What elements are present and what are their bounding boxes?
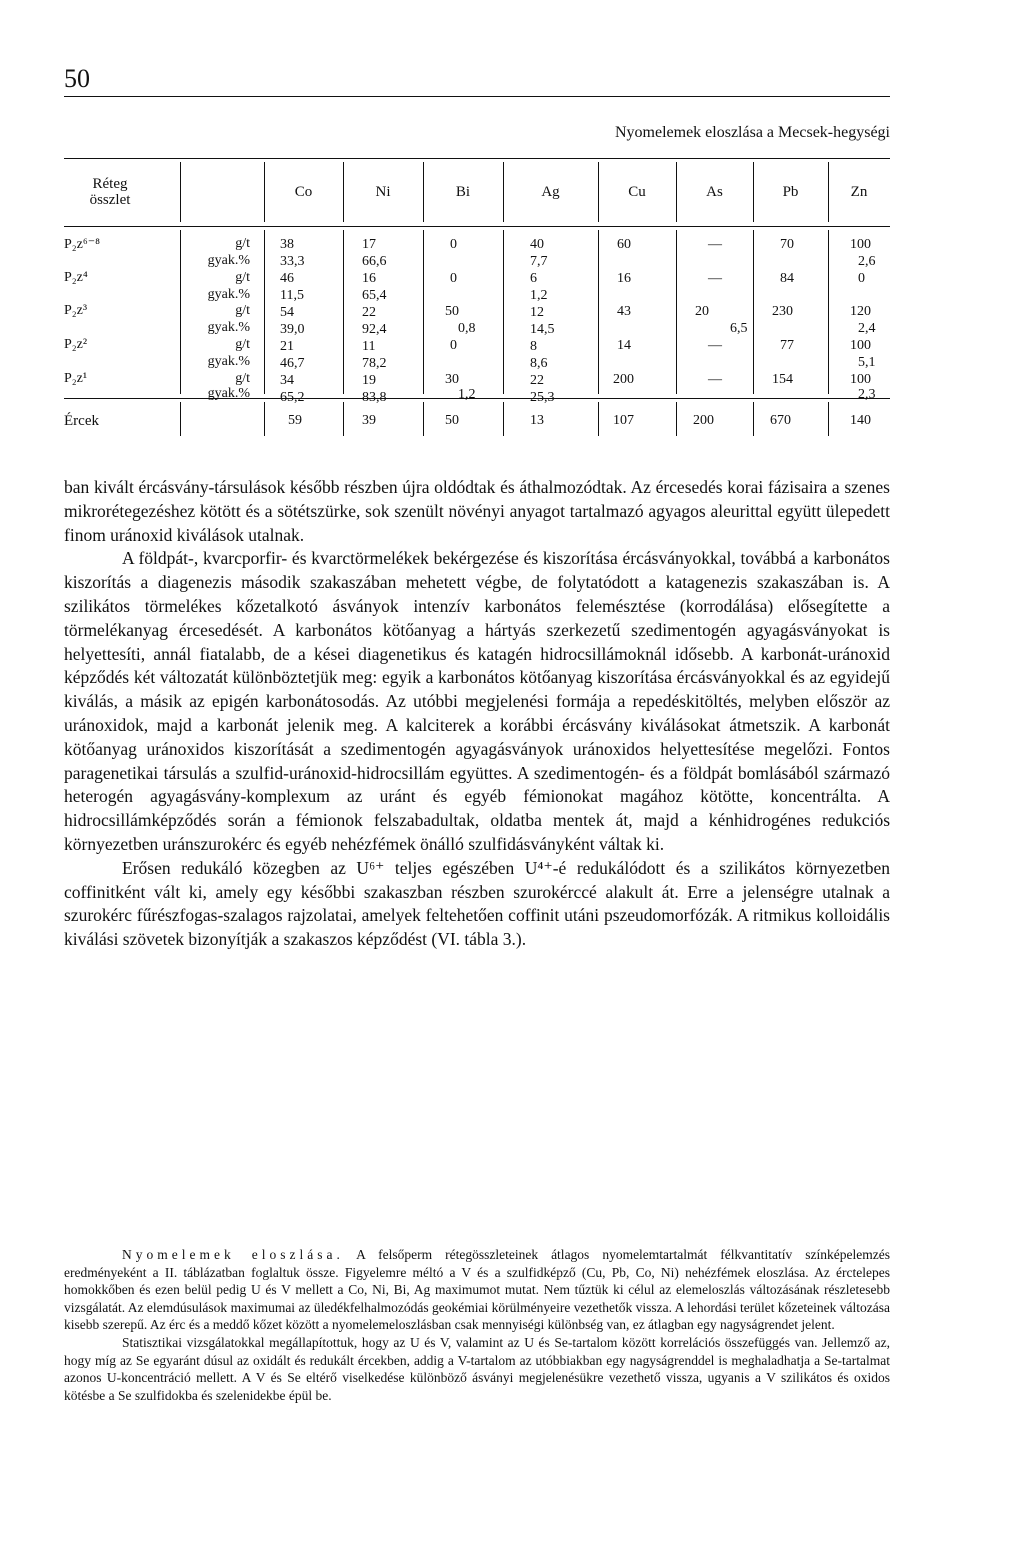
row-label: P₂z¹ [64, 371, 88, 386]
header-ag: Ag [541, 184, 560, 200]
unit-label: gyak.% [207, 354, 250, 369]
paragraph: ban kivált ércásvány-társulások később részben újra oldódtak és áthalmozódtak. Az ércesedés korai fázisaira a szenes mikrorétegezéshez kötött és a sötétszürke, sok szenült növényi anyagot tartalmazó agyagos aleurittal együtt ülepedett finom uránoxid kiválások utalnak. [64, 477, 890, 545]
paragraph: A földpát-, kvarcporfir- és kvarctörmelékek bekérgezése és kiszorítása ércásványokkal, továbbá a karbonátos kiszorítás a diagenezis második szakaszában mehetett végbe, de folytatódott a katagenezis szakaszában is. A szilikátos törmelékes kőzetalkotó ásványok intenzív karbonátos felemésztése (korrodálása) elősegítette a törmelékanyag ércesedését. A karbonátos kötőanyag a hártyás szerkezetű szedimentogén agyagásványokat is helyettesíti, annál fiatalabb, de a kései diagenetikus és katagén hidrocsillámoknál idősebb. A karbonát-uránoxid képződés két változatát különböztetjük meg: egyik a karbonátos kötőanyag kiszorítása ércásványokkal és az egyidejű kiválás, a másik az epigén karbonátosodás. Az utóbbi megjelenési formája a repedéskitöltés, melyben először az uránoxidok, majd a karbonát jelenik meg. A kalciterek a korábbi ércásvány kiválásokat átmetszik. A karbonát kötőanyag uránoxidos kiszorítását a szedimentogén agyagásványok uránoxidos helyettesítése megelőzi. Fontos paragenetikai társulás a szulfid-uránoxid-hidrocsillám együttes. A szedimentogén- és a földpát bomlásából származó heterogén agyagásvány-komplexum az uránt és egyéb fémionokat magához kötötte, koncentrálta. A hidrocsillámképződés során a fémionok felszabadultak, oldatba mentek át, majd a kénhidrogénes redukciós környezetben uránszurokérc és egyéb nehézfémek önálló szulfidásványként váltak ki. [64, 548, 890, 854]
pb-value: 154 [772, 372, 793, 387]
row-label: P₂z⁶⁻⁸ [64, 237, 101, 252]
running-head: Nyomelemek eloszlása a Mecsek-hegységi [614, 124, 890, 141]
ercek-value: 107 [613, 413, 634, 428]
as-value: — [708, 338, 722, 353]
col-divider [753, 230, 754, 394]
as-value: 20 [695, 304, 709, 319]
zn-value: 5,1 [858, 355, 876, 370]
row-label: P₂z³ [64, 303, 88, 318]
footnote-paragraph: Nyomelemek eloszlása. A felsőperm rétegösszleteinek átlagos nyomelemtartalmát félkvantitatív színképelemzés eredményeként a II. táblázatban foglaltuk össze. Figyelemre méltó a V és a szulfidképző (Cu, Pb, Co, Ni) nehézfémek eloszlása. Az érctelepes homokkőben és ezen belül pedig U és V mellett a Co, Ni, Bi, Ag maximumot mutat. Nem tűztük ki célul az elemeloszlás változásának részletesebb vizsgálatát. Az elemdúsulások maximumai az üledékfelhalmozódás geokémiai körülményeire vezethetők vissza. A lehordási terület kőzeteinek változása kisebb szerepű. Az érc és a meddő kőzet között a nyomelemeloszlásban csak mennyiségi különbség van, ez átlagban egy nagyságrendet jelent. [64, 1247, 890, 1333]
col-divider [264, 230, 265, 394]
unit-label: gyak.% [207, 253, 250, 268]
cu-value: 16 [617, 271, 631, 286]
pb-value: 70 [780, 237, 794, 252]
co-values: 38 33,3 46 11,5 54 39,0 21 46,7 34 65,2 [280, 237, 305, 405]
unit-label: gyak.% [207, 320, 250, 335]
header-reteg: Réteg összlet [89, 176, 131, 208]
row-label: P₂z² [64, 337, 88, 352]
zn-value: 100 [850, 372, 871, 387]
header-as: As [706, 184, 723, 200]
row-label: P₂z⁴ [64, 270, 88, 285]
cu-value: 43 [617, 304, 631, 319]
zn-value: 100 [850, 237, 871, 252]
ercek-value: 670 [770, 413, 791, 428]
col-divider [503, 230, 504, 394]
ercek-value: 200 [693, 413, 714, 428]
paragraph: Erősen redukáló közegben az U⁶⁺ teljes egészében U⁴⁺-é redukálódott és a szilikátos környezetben coffinitként vált ki, amely egy későbbi szakaszban részben szurokérccé alakult át. Erre a jelenségre utalnak a szurokérc fűrészfogas-szalagos rajzolatai, amelyek feltehetően coffinit utáni pszeudomorfózák. A ritmikus kolloidális kiválási szövetek bizonyítják a szakaszos képződést (VI. tábla 3.). [64, 857, 890, 950]
page-number: 50 [64, 64, 90, 93]
ni-values: 17 66,6 16 65,4 22 92,4 11 78,2 19 83,8 [362, 237, 387, 405]
unit-label: g/t [235, 337, 250, 352]
footnote-heading: Nyomelemek eloszlása. [122, 1247, 344, 1262]
bi-value: 0 [450, 271, 457, 286]
cu-value: 200 [613, 372, 634, 387]
col-divider [423, 230, 424, 394]
cu-value: 14 [617, 338, 631, 353]
col-divider [828, 402, 829, 436]
col-divider [598, 402, 599, 436]
col-divider [676, 230, 677, 394]
ercek-value: 39 [362, 413, 376, 428]
cu-value: 60 [617, 237, 631, 252]
col-divider [423, 402, 424, 436]
body-text [64, 476, 890, 952]
ercek-value: 59 [288, 413, 302, 428]
footnote [64, 1246, 890, 1404]
zn-value: 100 [850, 338, 871, 353]
header-pb: Pb [782, 184, 799, 200]
unit-label: g/t [235, 303, 250, 318]
as-value: — [708, 237, 722, 252]
unit-label: gyak.% [207, 386, 250, 401]
header-cu: Cu [628, 184, 646, 200]
ercek-value: 13 [530, 413, 544, 428]
bi-value: 0 [450, 237, 457, 252]
bi-value: 0 [450, 338, 457, 353]
zn-value: 2,3 [858, 387, 876, 402]
col-divider [343, 230, 344, 394]
top-rule [64, 96, 890, 97]
table-rule-top [64, 158, 890, 159]
zn-value: 2,6 [858, 254, 876, 269]
col-divider [343, 402, 344, 436]
bi-value: 50 [445, 304, 459, 319]
unit-label: gyak.% [207, 287, 250, 302]
pb-value: 230 [772, 304, 793, 319]
bi-value: 30 [445, 372, 459, 387]
col-divider [503, 402, 504, 436]
unit-label: g/t [235, 371, 250, 386]
col-divider [180, 162, 181, 222]
unit-label: g/t [235, 270, 250, 285]
header-zn: Zn [850, 184, 868, 200]
footnote-paragraph: Statisztikai vizsgálatokkal megállapítottuk, hogy az U és V, valamint az U és Se-tartalom között korrelációs összefüggés van. Jellemző az, hogy míg az Se egyaránt dúsul az oxidált és redukált ércekben, addig a V-tartalom az utóbbiakban egy nagyságrenddel is meghaladhatja a Se-tartalmat azonos U-koncentráció mellett. A V és Se eltérő viselkedése különböző ásványi megjelenésükre vezethető vissza, ugyanis a V szilikátos és oxidos kötésbe a Se szulfidokba és szelenidekbe épül be. [64, 1334, 890, 1403]
header-bi: Bi [455, 184, 471, 200]
col-divider [676, 402, 677, 436]
unit-label: g/t [235, 236, 250, 251]
as-value: — [708, 271, 722, 286]
bi-value: 0,8 [458, 321, 476, 336]
ag-values: 40 7,7 6 1,2 12 14,5 8 8,6 22 25,3 [530, 237, 555, 405]
zn-value: 0 [858, 271, 865, 286]
col-divider [828, 230, 829, 394]
bi-value: 1,2 [458, 387, 476, 402]
col-divider [264, 402, 265, 436]
zn-value: 2,4 [858, 321, 876, 336]
ercek-label: Ércek [64, 413, 99, 429]
header-co: Co [294, 184, 313, 200]
col-divider [598, 230, 599, 394]
pb-value: 84 [780, 271, 794, 286]
pb-value: 77 [780, 338, 794, 353]
as-value: 6,5 [730, 321, 748, 336]
header-ni: Ni [375, 184, 391, 200]
table-rule-head [64, 226, 890, 227]
as-value: — [708, 372, 722, 387]
col-divider [753, 402, 754, 436]
ercek-value: 50 [445, 413, 459, 428]
ercek-value: 140 [850, 413, 871, 428]
zn-value: 120 [850, 304, 871, 319]
col-divider [180, 402, 181, 436]
